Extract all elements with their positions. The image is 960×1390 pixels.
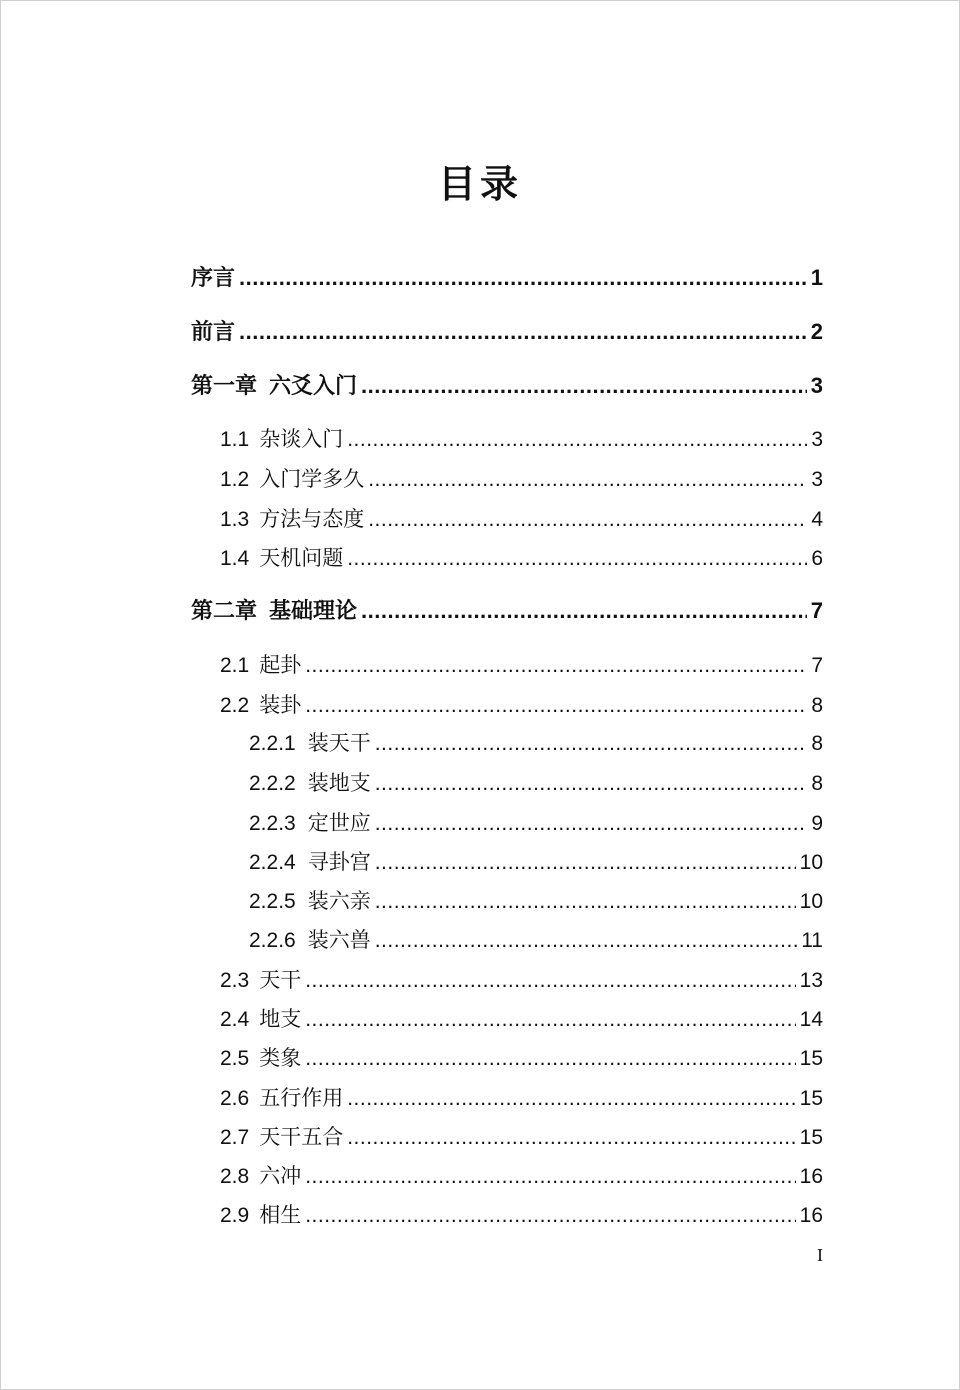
toc-entry-label: 六冲: [259, 1164, 302, 1188]
toc-entry-page: 1: [810, 265, 823, 290]
toc-entry-page: 6: [811, 547, 823, 570]
toc-dot-leader: [375, 846, 796, 880]
toc-entry-label: 类象: [259, 1046, 302, 1070]
toc-entry[interactable]: [220, 502, 823, 536]
toc-dot-leader: [375, 924, 797, 958]
toc-entry-number: 1.4: [220, 547, 250, 570]
toc-entry-number: 1.1: [220, 428, 250, 451]
toc-entry-label: 装六亲: [307, 889, 371, 913]
toc-entry[interactable]: [249, 884, 823, 918]
toc-entry-label: 装六兽: [307, 928, 371, 952]
toc-entry-label: 方法与态度: [259, 507, 365, 531]
toc-entry-page: 8: [811, 694, 823, 717]
toc-dot-leader: [375, 727, 808, 761]
toc-entry-page: 15: [799, 1087, 823, 1110]
toc-entry[interactable]: [191, 261, 823, 295]
toc-dot-leader: [375, 767, 808, 801]
toc-entry-page: 3: [810, 373, 823, 398]
toc-entry-number: 2.8: [220, 1165, 250, 1188]
toc-entry[interactable]: [191, 594, 823, 628]
toc-entry-number: 2.2.4: [249, 851, 296, 874]
toc-entry-page: 11: [801, 929, 823, 952]
toc-dot-leader: [305, 689, 807, 723]
toc-entry-number: 2.3: [220, 969, 250, 992]
toc-entry[interactable]: [191, 315, 823, 349]
toc-entry[interactable]: [249, 766, 823, 800]
toc-entry[interactable]: [249, 726, 823, 760]
toc-entry-number: 2.2: [220, 694, 250, 717]
toc-entry-page: 15: [799, 1047, 823, 1070]
footer-page-number: I: [817, 1245, 823, 1265]
toc-entry[interactable]: [249, 806, 823, 840]
toc-entry-page: 9: [811, 812, 823, 835]
toc-entry-page: 8: [811, 732, 823, 755]
toc-entry-page: 16: [799, 1204, 823, 1227]
toc-entry-page: 10: [799, 890, 823, 913]
toc-entry-page: 7: [810, 598, 823, 623]
toc-entry-label: 天机问题: [259, 546, 344, 570]
toc-entry-label: 装卦: [259, 693, 302, 717]
toc-entry-page: 3: [811, 428, 823, 451]
toc-entry-page: 13: [799, 969, 823, 992]
toc-entry-page: 7: [811, 654, 823, 677]
toc-entry[interactable]: [220, 1002, 823, 1036]
toc-dot-leader: [368, 463, 807, 497]
toc-dot-leader: [239, 315, 807, 349]
toc-entry-number: 2.6: [220, 1087, 250, 1110]
toc-dot-leader: [305, 1160, 795, 1194]
toc-entry-page: 14: [799, 1008, 823, 1031]
toc-entry-label: 序言: [191, 266, 236, 291]
toc-entry[interactable]: [220, 1159, 823, 1193]
toc-entry-number: 2.2.2: [249, 772, 296, 795]
toc-dot-leader: [375, 807, 808, 841]
toc-dot-leader: [305, 1003, 795, 1037]
toc-entry-label: 天干五合: [259, 1125, 344, 1149]
toc-entry[interactable]: [220, 688, 823, 722]
toc-dot-leader: [375, 885, 796, 919]
toc-entry-label: 相生: [259, 1203, 302, 1227]
toc-entry-page: 3: [811, 468, 823, 491]
toc-entry-number: 1.2: [220, 468, 250, 491]
toc-entry-label: 寻卦宫: [307, 850, 371, 874]
toc-entry[interactable]: [220, 462, 823, 496]
toc-entry-number: 2.2.3: [249, 812, 296, 835]
toc-entry[interactable]: [220, 1081, 823, 1115]
toc-entry[interactable]: [220, 1198, 823, 1232]
toc-dot-leader: [305, 649, 807, 683]
toc-entry-number: 2.5: [220, 1047, 250, 1070]
toc-entry-number: 第一章: [191, 373, 258, 398]
toc-entry-page: 8: [811, 772, 823, 795]
toc-entry-label: 地支: [259, 1007, 302, 1031]
toc-entry-label: 前言: [191, 320, 236, 345]
toc-entry-page: 2: [810, 319, 823, 344]
toc-entry-page: 4: [811, 508, 823, 531]
toc-entry-number: 2.2.6: [249, 929, 296, 952]
toc-entry[interactable]: [220, 422, 823, 456]
toc-entry-page: 15: [799, 1126, 823, 1149]
toc-entry[interactable]: [220, 648, 823, 682]
toc-entry-number: 1.3: [220, 508, 250, 531]
toc-title: 目录: [437, 162, 522, 206]
toc-entry[interactable]: [220, 1041, 823, 1075]
toc-dot-leader: [347, 1121, 795, 1155]
toc-entry-label: 五行作用: [259, 1086, 344, 1110]
toc-dot-leader: [347, 1082, 795, 1116]
toc-entry-label: 天干: [259, 968, 302, 992]
toc-dot-leader: [305, 964, 795, 998]
toc-dot-leader: [361, 369, 807, 403]
toc-entry-page: 10: [799, 851, 823, 874]
toc-entry-page: 16: [799, 1165, 823, 1188]
toc-entry-label: 入门学多久: [259, 467, 365, 491]
toc-entry-number: 2.7: [220, 1126, 250, 1149]
toc-entry[interactable]: [249, 845, 823, 879]
toc-entry-label: 六爻入门: [269, 374, 358, 399]
toc-dot-leader: [305, 1199, 795, 1233]
toc-entry[interactable]: [191, 369, 823, 403]
toc-dot-leader: [347, 542, 807, 576]
toc-entry-label: 起卦: [259, 653, 302, 677]
toc-entry-number: 2.4: [220, 1008, 250, 1031]
toc-entry-label: 定世应: [307, 811, 371, 835]
toc-dot-leader: [361, 594, 807, 628]
toc-entry[interactable]: [249, 923, 823, 957]
toc-entry-number: 2.2.5: [249, 890, 296, 913]
toc-dot-leader: [305, 1042, 795, 1076]
toc-dot-leader: [368, 503, 807, 537]
toc-entry-label: 装地支: [307, 771, 371, 795]
toc-dot-leader: [347, 423, 807, 457]
toc-entry-label: 基础理论: [269, 599, 358, 624]
toc-entry-number: 第二章: [191, 598, 258, 623]
toc-entry[interactable]: [220, 963, 823, 997]
toc-entry[interactable]: [220, 1120, 823, 1154]
toc-entry-label: 杂谈入门: [259, 427, 344, 451]
toc-entry-number: 2.2.1: [249, 732, 296, 755]
toc-entry-label: 装天干: [307, 731, 371, 755]
toc-entry-number: 2.1: [220, 654, 250, 677]
toc-dot-leader: [239, 261, 807, 295]
toc-entry[interactable]: [220, 541, 823, 575]
toc-entry-number: 2.9: [220, 1204, 250, 1227]
